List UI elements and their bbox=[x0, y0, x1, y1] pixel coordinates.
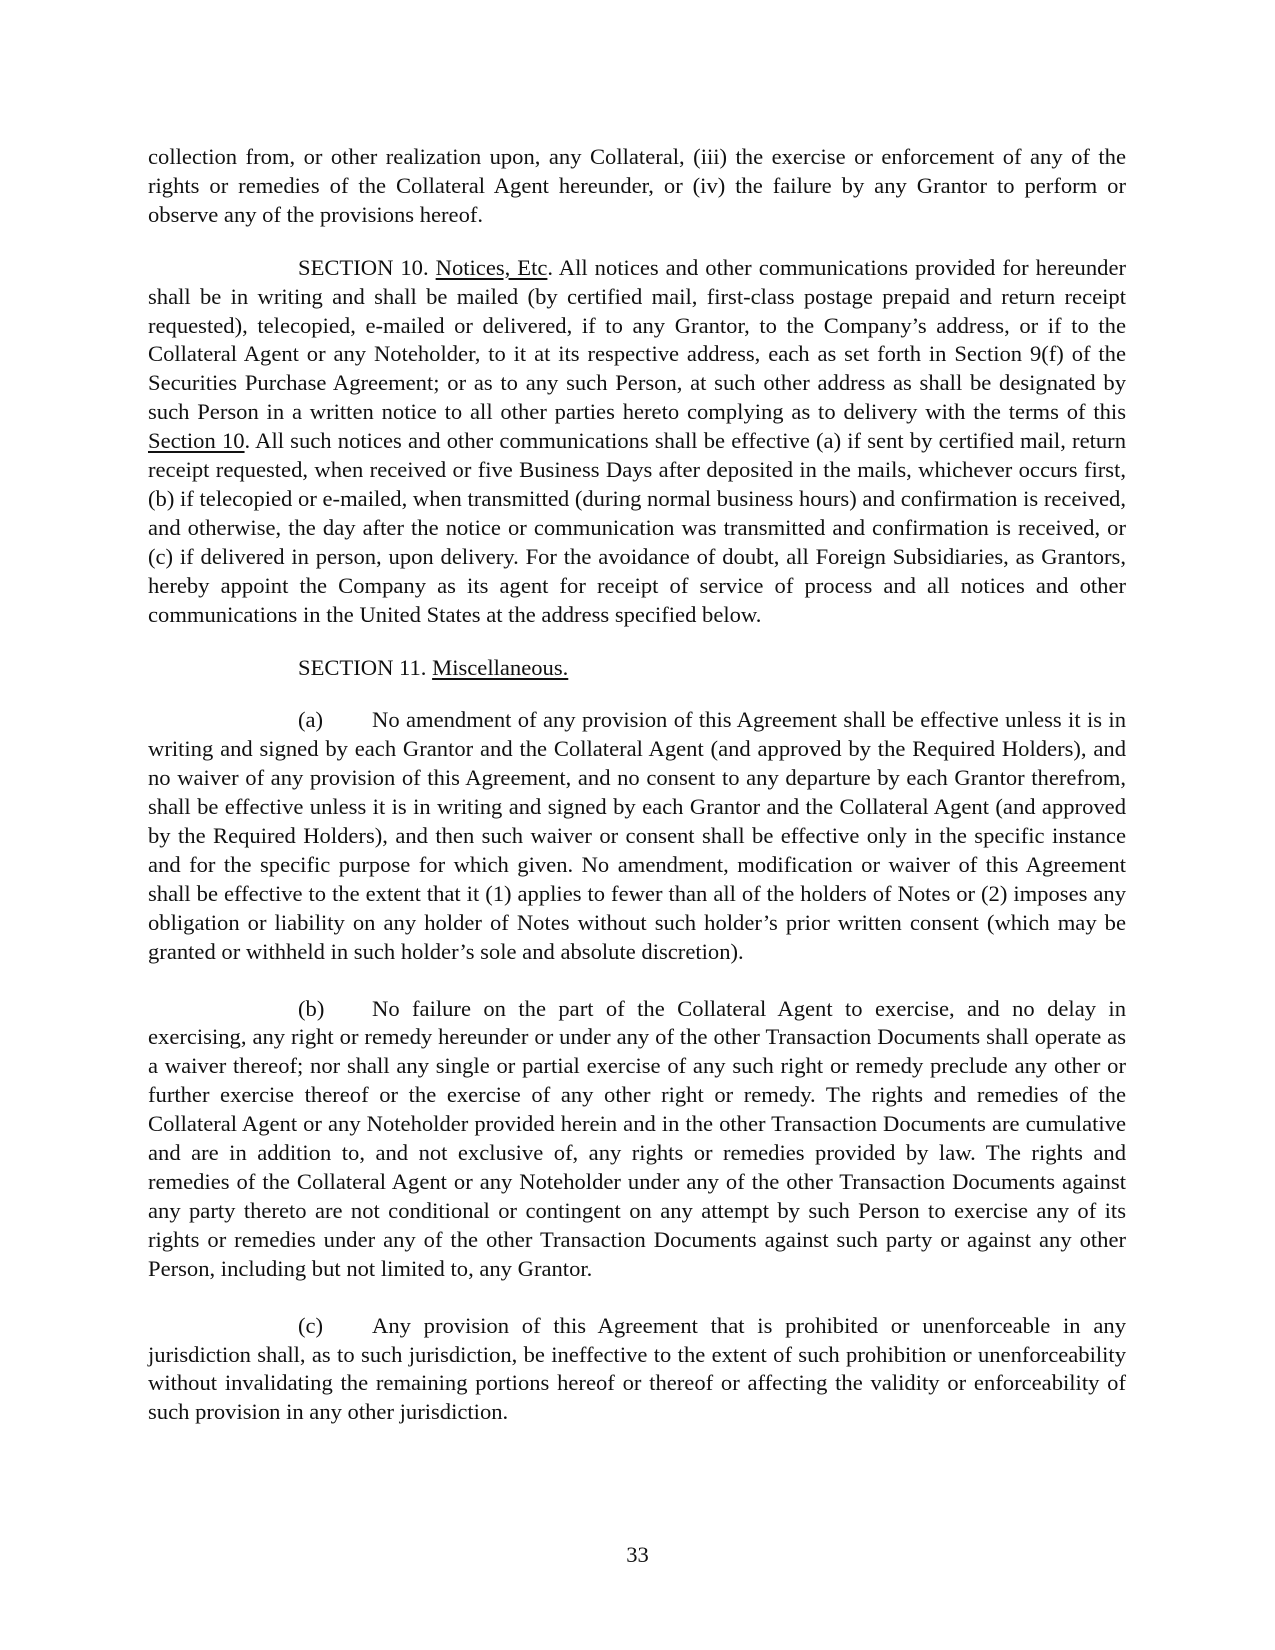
document-page bbox=[148, 143, 1126, 1427]
clause-a-text: No amendment of any provision of this Agreement shall be effective unless it is in writing and signed by each Grantor and the Collateral Agent (and approved by the Required Holders), and no waiver of any provision of this Agreement, and no consent to any departure by each Grantor therefrom, shall be effective unless it is in writing and signed by each Grantor and the Collateral Agent (and approved by the Required Holders), and then such waiver or consent shall be effective only in the specific instance and for the specific purpose for which given. No amendment, modification or waiver of this Agreement shall be effective to the extent that it (1) applies to fewer than all of the holders of Notes or (2) imposes any obligation or liability on any holder of Notes without such holder’s prior written consent (which may be granted or withheld in such holder’s sole and absolute discretion). bbox=[148, 707, 1126, 964]
section-10-paragraph bbox=[148, 254, 1126, 630]
section-10-text-part2: . All such notices and other communications shall be effective (a) if sent by certified mail, return receipt requested, when received or five Business Days after deposited in the mails, whichever occurs first, (b) if telecopied or e-mailed, when transmitted (during normal business hours) and confirmation is received, and otherwise, the day after the notice or communication was transmitted and confirmation is received, or (c) if delivered in person, upon delivery. For the avoidance of doubt, all Foreign Subsidiaries, as Grantors, hereby appoint the Company as its agent for receipt of service of process and all notices and other communications in the United States at the address specified below. bbox=[148, 428, 1126, 627]
clause-c-label: (c) bbox=[298, 1312, 324, 1338]
clause-b-paragraph bbox=[148, 995, 1126, 1284]
section-11-heading-line bbox=[148, 654, 1126, 683]
clause-c-paragraph bbox=[148, 1312, 1126, 1428]
section-11-heading: Miscellaneous. bbox=[432, 654, 569, 680]
section-10-text-part1: . All notices and other communications provided for hereunder shall be in writing and shall be mailed (by certified mail, first-class postage prepaid and return receipt requested), telecopied, e-mailed or delivered, if to any Grantor, to the Company’s address, or if to the Collateral Agent or any Noteholder, to it at its respective address, each as set forth in Section 9(f) of the Securities Purchase Agreement; or as to any such Person, at such other address as shall be designated by such Person in a written notice to all other parties hereto complying as to delivery with the terms of this bbox=[148, 254, 1126, 425]
section-10-heading: Notices, Etc bbox=[435, 254, 548, 280]
continuation-paragraph: collection from, or other realization upon, any Collateral, (iii) the exercise or enforcement of any of the rights or remedies of the Collateral Agent hereunder, or (iv) the failure by any Grantor to perform or observe any of the provisions hereof. bbox=[148, 144, 1126, 227]
clause-b-label: (b) bbox=[298, 995, 325, 1021]
clause-c-text: Any provision of this Agreement that is prohibited or unenforceable in any jurisdiction shall, as to such jurisdiction, be ineffective to the extent of such prohibition or unenforceability without invalidating the remaining portions hereof or thereof or affecting the validity or enforceability of such provision in any other jurisdiction. bbox=[148, 1312, 1126, 1425]
section-10-cross-reference: Section 10 bbox=[148, 428, 245, 454]
clause-b-text: No failure on the part of the Collateral Agent to exercise, and no delay in exercising, any right or remedy hereunder or under any of the other Transaction Documents shall operate as a waiver thereof; nor shall any single or partial exercise of any such right or remedy preclude any other or further exercise thereof or the exercise of any other right or remedy. The rights and remedies of the Collateral Agent or any Noteholder provided herein and in the other Transaction Documents are cumulative and are in addition to, and not exclusive of, any rights or remedies provided by law. The rights and remedies of the Collateral Agent or any Noteholder under any of the other Transaction Documents against any party thereto are not conditional or contingent on any attempt by such Person to exercise any of its rights or remedies under any of the other Transaction Documents against such party or against any other Person, including but not limited to, any Grantor. bbox=[148, 995, 1126, 1281]
clause-a-paragraph bbox=[148, 706, 1126, 966]
section-11-number: SECTION 11. bbox=[298, 654, 427, 680]
page-number: 33 bbox=[626, 1542, 649, 1567]
clause-a-label: (a) bbox=[298, 707, 324, 733]
section-10-number: SECTION 10. bbox=[298, 254, 429, 280]
